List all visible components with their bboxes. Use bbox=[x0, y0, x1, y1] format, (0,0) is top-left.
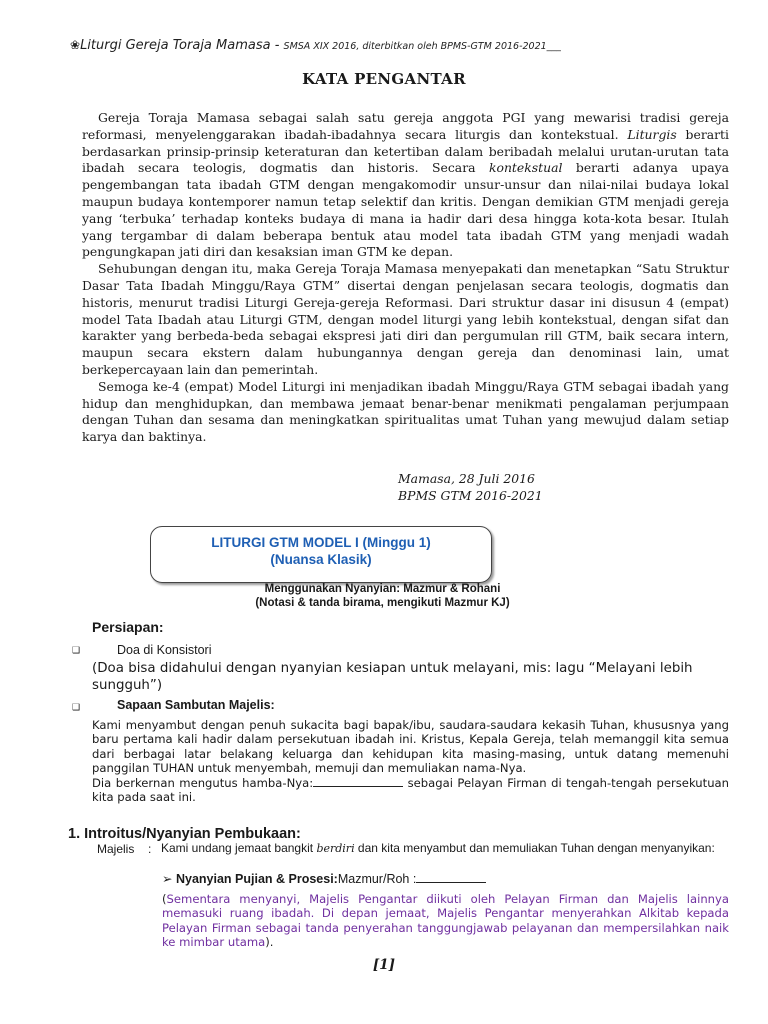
welcome-text bbox=[92, 718, 729, 804]
rubric-paren-close: ). bbox=[265, 935, 274, 950]
hymn-usage-note bbox=[210, 582, 555, 610]
header-subtitle: SMSA XIX 2016, diterbitkan oleh BPMS-GTM 2016-2021___ bbox=[283, 41, 561, 52]
section-heading-persiapan: Persiapan: bbox=[92, 619, 164, 635]
rubric-paren-open: ( bbox=[162, 892, 167, 906]
prep-item-prayer-note: (Doa bisa didahului dengan nyanyian kesiapan untuk melayani, mis: lagu “Melayani lebih sungguh”) bbox=[92, 661, 693, 693]
speaker-text-italic: berdiri bbox=[316, 842, 355, 855]
arrow-icon: ➢ bbox=[162, 872, 173, 886]
song-line bbox=[162, 871, 486, 886]
model-subtitle: (Nuansa Klasik) bbox=[270, 552, 372, 567]
running-header bbox=[70, 34, 630, 53]
name-blank-line bbox=[313, 776, 403, 787]
foreword-paragraph-1 bbox=[82, 110, 729, 261]
model-title: LITURGI GTM MODEL I (Minggu 1) bbox=[211, 535, 431, 550]
foreword-body bbox=[82, 110, 729, 446]
paragraph-text: Gereja Toraja Mamasa sebagai salah satu gereja anggota PGI yang mewarisi tradisi gereja reformasi, menyelenggarakan ibadah-ibadahnya secara liturgis dan kontekstual. bbox=[82, 110, 729, 142]
welcome-paragraph-1: Kami menyambut dengan penuh sukacita bagi bapak/ibu, saudara-saudara kekasih Tuhan, khususnya yang baru pertama kali hadir dalam persekutuan ibadah ini. Kristus, Kepala Gereja, telah memanggil kita semua dari berbagai latar belakang keluarga dan kehidupan kita masing-masing, untuk datang memenuhi panggilan TUHAN untuk menyembah, memuji dan memuliakan nama-Nya. bbox=[92, 718, 729, 776]
speaker-label: Majelis bbox=[97, 842, 135, 856]
term-liturgis: Liturgis bbox=[627, 126, 677, 142]
signature-place-date: Mamasa, 28 Juli 2016 bbox=[398, 471, 535, 486]
liturgy-model-box bbox=[150, 526, 492, 583]
song-label: Nyanyian Pujian & Prosesi: bbox=[175, 872, 338, 886]
checkbox-bullet-icon: ❑ bbox=[72, 702, 81, 712]
signature-block bbox=[398, 470, 543, 504]
song-blank-line bbox=[416, 872, 486, 883]
welcome-text-b: sebagai Pelayan Firman di tengah-tengah persekutuan kita pada saat ini. bbox=[92, 775, 729, 805]
rubric-text bbox=[162, 892, 729, 950]
welcome-text-a: Dia berkernan mengutus hamba-Nya: bbox=[92, 775, 314, 790]
speaker-text-b: dan kita menyambut dan memuliakan Tuhan dengan menyanyikan: bbox=[354, 841, 715, 855]
signature-organization: BPMS GTM 2016-2021 bbox=[398, 488, 543, 503]
speaker-colon: : bbox=[148, 842, 152, 856]
section-heading-introitus: 1. Introitus/Nyanyian Pembukaan: bbox=[68, 826, 301, 842]
speaker-text-a: Kami undang jemaat bangkit bbox=[161, 841, 317, 855]
foreword-paragraph-3: Semoga ke-4 (empat) Model Liturgi ini menjadikan ibadah Minggu/Raya GTM sebagai ibadah yang hidup dan menghidupkan, dan membawa jemaat benar-benar menikmati pengalaman perjumpaan dengan Tuhan dan sesama dan meningkatkan spiritualitas umat Tuhan yang mewujud dalam setiap karya dan baktinya. bbox=[82, 378, 729, 445]
page-title: KATA PENGANTAR bbox=[302, 70, 466, 88]
prep-item-prayer: Doa di Konsistori bbox=[117, 643, 212, 657]
hymn-usage-line-1: Menggunakan Nyanyian: Mazmur & Rohani bbox=[264, 583, 501, 595]
foreword-paragraph-2: Sehubungan dengan itu, maka Gereja Toraja Mamasa menyepakati dan menetapkan “Satu Struktur Dasar Tata Ibadah Minggu/Raya GTM” disertai dengan penjelasan secara teologis, dogmatis dan historis, menurut tradisi Liturgi Gereja-gereja Reformasi. Dari struktur dasar ini disusun 4 (empat) model Tata Ibadah atau Liturgi GTM, dengan model liturgi yang lebih kontekstual, dengan sifat dan karakter yang berbeda-beda sebagai ekspresi jati diri dan pergumulan rill GTM, baik secara intern, maupun secara ekstern dalam hubungannya dengan gereja dan denominasi lain, umat berkepercayaan lain dan pemerintah. bbox=[82, 261, 729, 377]
header-title: Liturgi Gereja Toraja Mamasa - bbox=[80, 38, 284, 53]
prep-item-welcome: Sapaan Sambutan Majelis: bbox=[117, 698, 275, 712]
checkbox-bullet-icon: ❑ bbox=[72, 645, 81, 655]
page-number: [1] bbox=[372, 957, 396, 973]
flower-icon: ❀ bbox=[70, 38, 81, 52]
hymn-usage-line-2: (Notasi & tanda birama, mengikuti Mazmur KJ) bbox=[255, 597, 510, 609]
rubric-instruction: Sementara menyanyi, Majelis Pengantar diikuti oleh Pelayan Firman dan Majelis lainnya memasuki ruang ibadah. Di depan jemaat, Majelis Pengantar menyerahkan Alkitab kepada Pelayan Firman sebagai tanda penyerahan tanggungjawab pelayanan dan mempersilahkan naik ke mimbar utama bbox=[162, 892, 729, 950]
paragraph-text: berarti adanya upaya pengembangan tata ibadah GTM dengan mengakomodir unsur-unsur dan nilai-nilai budaya lokal maupun budaya kontemporer namun tetap selektif dan kritis. Dengan demikian GTM menjadi gereja yang ‘terbuka’ terhadap konteks budaya di mana ia hadir dari desa hingga kota-kota besar. Itulah yang tergambar di dalam beberapa bentuk atau model tata ibadah GTM yang menjadi wadah pengungkapan jati diri dan kesaksian iman GTM ke depan. bbox=[82, 160, 730, 260]
song-value: Mazmur/Roh : bbox=[337, 872, 417, 886]
speaker-text bbox=[161, 842, 731, 855]
paragraph-text: berarti berdasarkan prinsip-prinsip keteraturan dan ketertiban dalam beribadah melalui urutan-urutan tata ibadah secara teologis, dogmatis dan historis. Secara bbox=[82, 126, 729, 176]
term-kontekstual: kontekstual bbox=[488, 160, 563, 176]
welcome-paragraph-2 bbox=[92, 776, 729, 805]
